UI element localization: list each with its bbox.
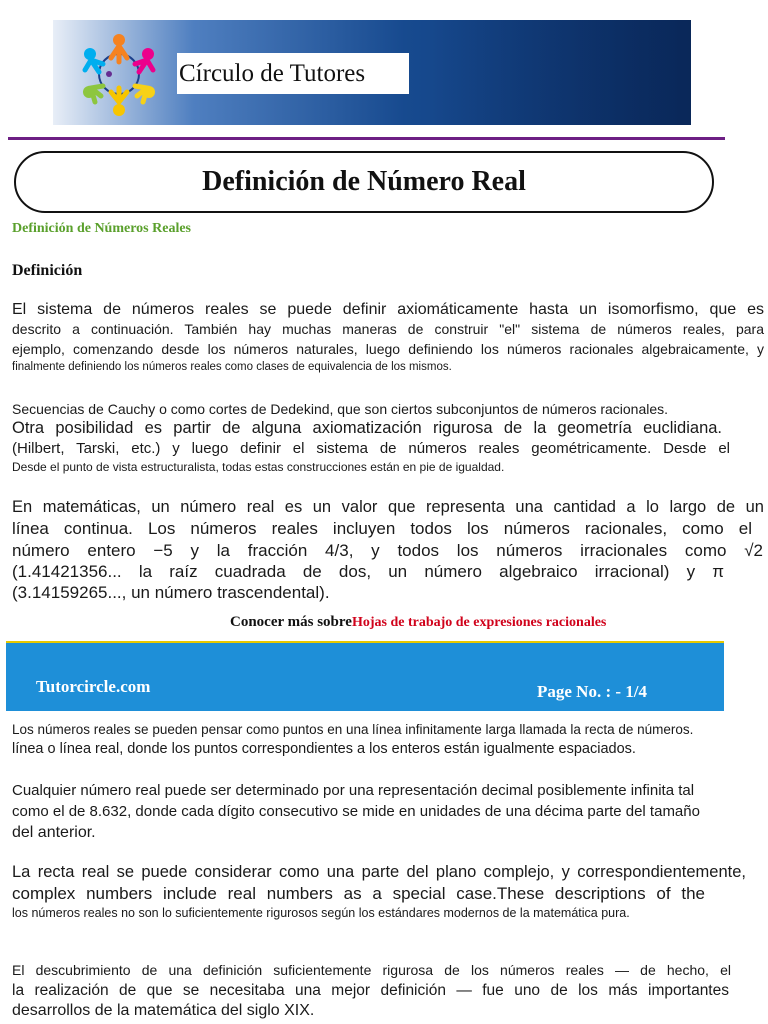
footer-site-name: Tutorcircle.com	[36, 677, 151, 696]
text-line: Los números reales se pueden pensar como puntos en una línea infinitamente larga llamada la recta de números.	[12, 722, 694, 737]
text-line: los números reales no son lo suficientemente rigurosos según los estándares modernos de la matemática pura.	[12, 906, 630, 920]
people-circle-logo-icon	[73, 28, 165, 120]
page-number: Page No. : - 1/4	[537, 682, 648, 701]
subtitle: Definición de Números Reales	[12, 221, 191, 236]
text-line: línea continua. Los números reales incluyen todos los números racionales, como el	[12, 519, 752, 538]
text-line: Secuencias de Cauchy o como cortes de Dedekind, que son ciertos subconjuntos de números racionales.	[12, 401, 669, 417]
text-line: finalmente definiendo los números reales como clases de equivalencia de los mismos.	[12, 361, 452, 373]
text-line: La recta real se puede considerar como una parte del plano complejo, y correspondientemente,	[12, 863, 746, 881]
text-line: Cualquier número real puede ser determinado por una representación decimal posiblemente infinita tal	[12, 782, 695, 799]
text-line: (3.14159265..., un número trascendental).	[12, 583, 330, 602]
text-line: desarrollos de la matemática del siglo XIX.	[12, 1002, 315, 1019]
page-title: Definición de Número Real	[14, 151, 714, 213]
text-line: número entero −5 y la fracción 4/3, y todos los números irracionales como √2	[12, 541, 763, 560]
text-line: El sistema de números reales se puede definir axiomáticamente hasta un isomorfismo, que es	[12, 301, 764, 318]
know-more-line	[230, 614, 606, 631]
text-line: descrito a continuación. También hay muchas maneras de construir "el" sistema de números reales, para	[12, 321, 764, 337]
text-line: Desde el punto de vista estructuralista, todas estas construcciones están en pie de igualdad.	[12, 460, 505, 474]
header-banner	[53, 20, 691, 125]
text-line: como el de 8.632, donde cada dígito consecutivo se mide en unidades de una décima parte del tamaño	[12, 803, 700, 820]
know-more-prefix: Conocer más sobre	[230, 614, 352, 630]
text-line: línea o línea real, donde los puntos correspondientes a los enteros están igualmente espaciados.	[12, 741, 636, 757]
text-line: la realización de que se necesitaba una mejor definición — fue uno de los más importantes	[12, 982, 729, 999]
page-footer-band	[6, 641, 724, 711]
text-line: En matemáticas, un número real es un valor que representa una cantidad a lo largo de un	[12, 498, 764, 516]
text-line: Otra posibilidad es partir de alguna axiomatización rigurosa de la geometría euclidiana.	[12, 419, 722, 437]
text-line: (1.41421356... la raíz cuadrada de dos, un número algebraico irracional) y π	[12, 562, 724, 581]
text-line: El descubrimiento de una definición suficientemente rigurosa de los números reales — de hecho, el	[12, 962, 731, 978]
text-line: (Hilbert, Tarski, etc.) y luego definir el sistema de números reales geométricamente. Desde el	[12, 440, 730, 457]
section-heading: Definición	[12, 262, 83, 279]
text-line: ejemplo, comenzando desde los números naturales, luego definiendo los números racionales algebraicamente, y	[12, 341, 764, 357]
divider-rule	[8, 137, 725, 140]
related-topic-link[interactable]: Hojas de trabajo de expresiones racionales	[351, 615, 607, 630]
brand-name: Círculo de Tutores	[177, 53, 409, 94]
text-line: complex numbers include real numbers as a special case.These descriptions of the	[12, 884, 705, 903]
text-line: del anterior.	[12, 824, 96, 841]
